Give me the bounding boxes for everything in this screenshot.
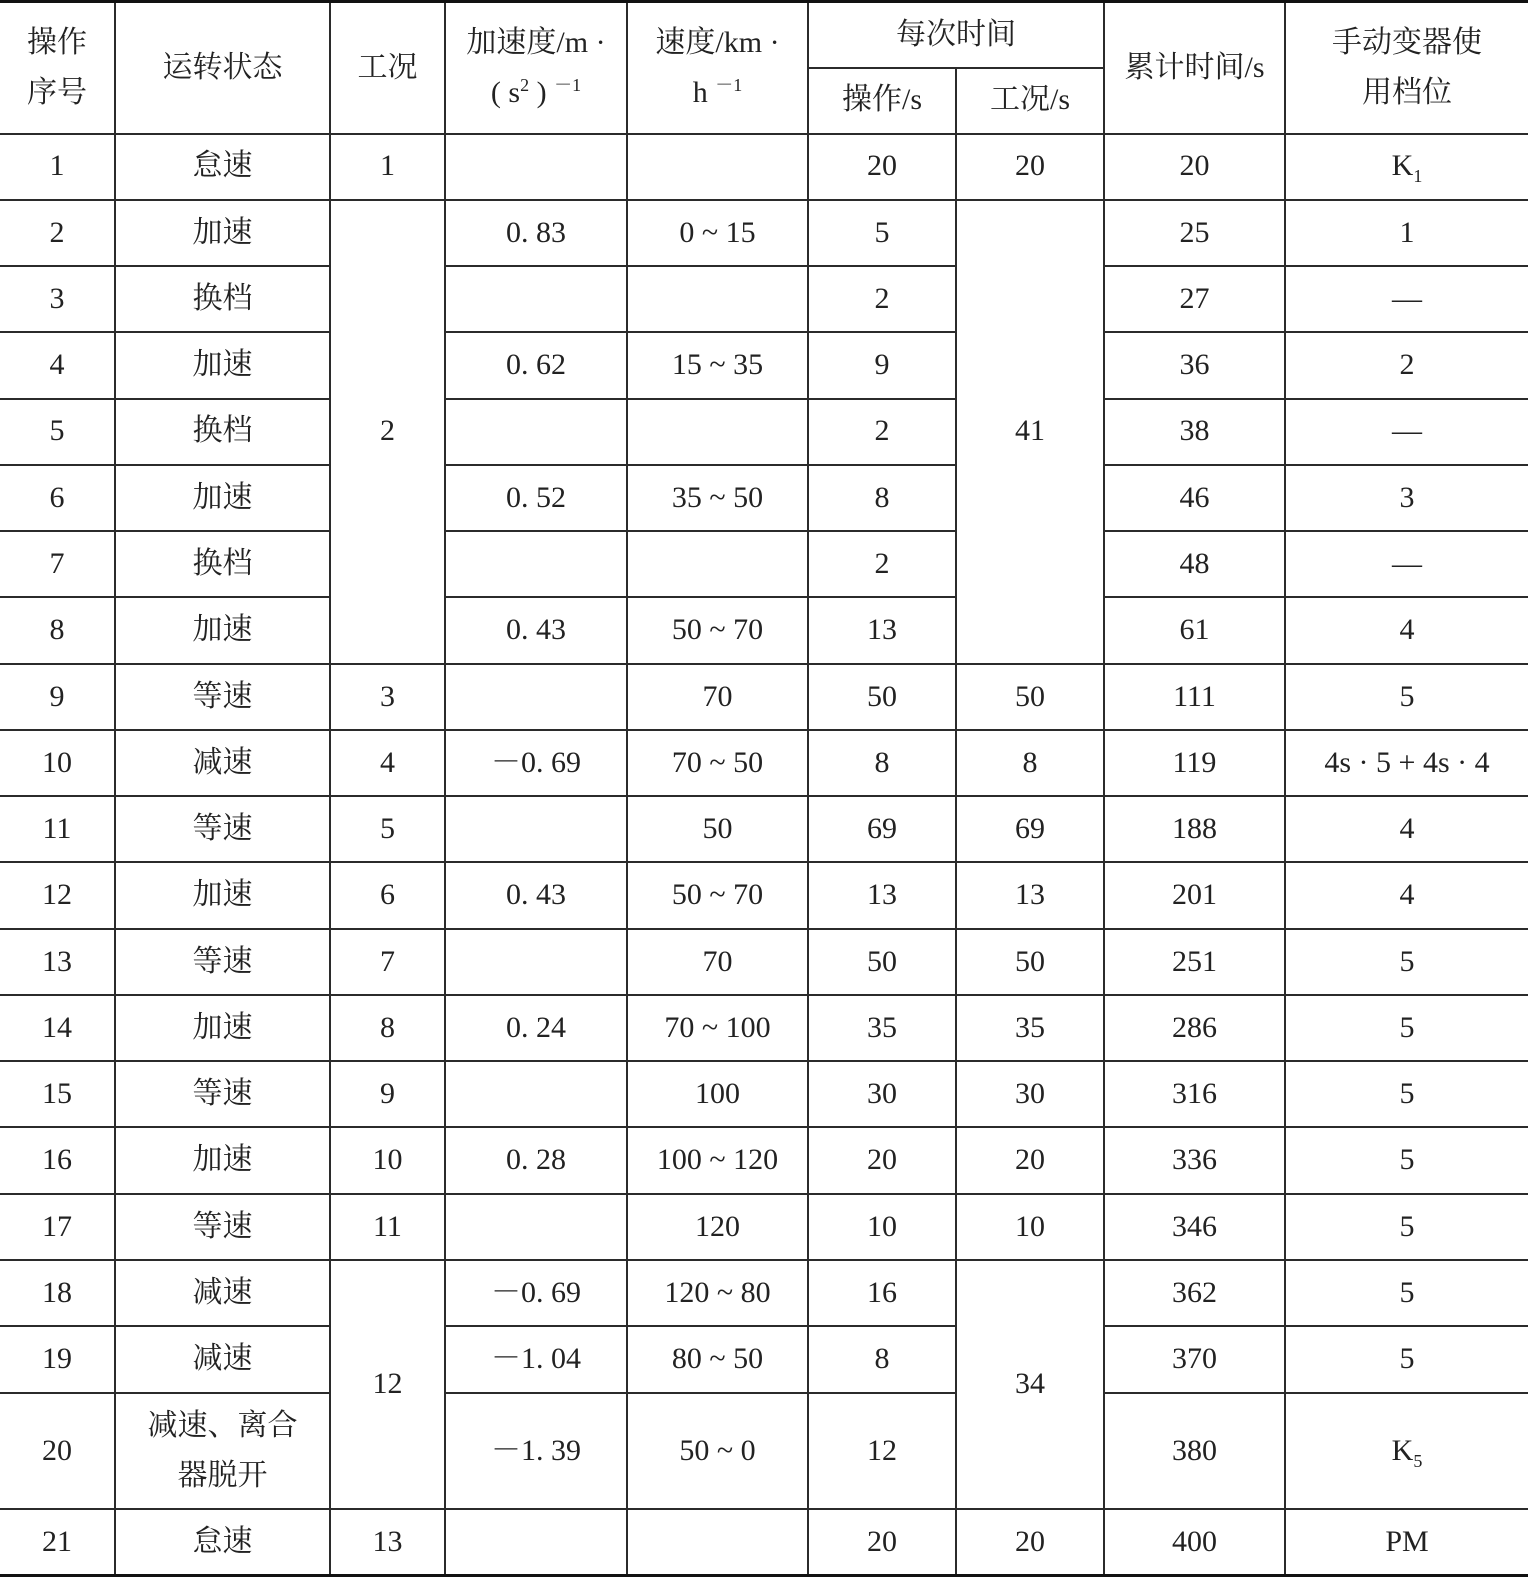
cell-condition: 1 [330, 134, 445, 200]
cell-gear [1285, 134, 1528, 200]
header-speed: 速度/km · h $^{-1}$ [627, 2, 808, 134]
cell-condition: 8 [330, 995, 445, 1061]
cell-gear: 5 [1285, 929, 1528, 995]
table-row [0, 200, 1528, 266]
cell-state: 等速 [115, 1061, 330, 1127]
cell-condition: 2 [330, 200, 445, 664]
cell-gear: 5 [1285, 1061, 1528, 1127]
cell-op-time: 35 [808, 995, 956, 1061]
cell-accel: 0. 62 [445, 332, 627, 398]
table-row [0, 465, 1528, 531]
cell-speed: 100 [627, 1061, 808, 1127]
cell-accel: －0. 69 [445, 1260, 627, 1326]
cell-state: 减速 [115, 730, 330, 796]
table-row [0, 1509, 1528, 1575]
cell-gear-main: K [1391, 1433, 1414, 1467]
cell-state: 减速 [115, 1260, 330, 1326]
cell-cum-time: 38 [1104, 399, 1285, 465]
cell-state: 等速 [115, 796, 330, 862]
cell-cond-time: 13 [956, 862, 1104, 928]
cell-condition: 5 [330, 796, 445, 862]
cell-accel [445, 266, 627, 332]
cell-op-time: 5 [808, 200, 956, 266]
table-row [0, 1127, 1528, 1193]
cell-op-time: 50 [808, 664, 956, 730]
header-op-time: 操作/s [808, 68, 956, 134]
cell-state: 等速 [115, 664, 330, 730]
cell-speed: 120 ~ 80 [627, 1260, 808, 1326]
cell-speed: 50 ~ 70 [627, 597, 808, 663]
cell-state: 换档 [115, 266, 330, 332]
table-row [0, 862, 1528, 928]
cell-speed [627, 399, 808, 465]
cell-accel: －1. 04 [445, 1326, 627, 1392]
cell-seq: 5 [0, 399, 115, 465]
cell-gear: 4 [1285, 796, 1528, 862]
cell-accel: 0. 43 [445, 597, 627, 663]
cell-speed: 50 ~ 0 [627, 1393, 808, 1509]
cell-cum-time: 111 [1104, 664, 1285, 730]
table-row [0, 1061, 1528, 1127]
cell-gear: 4s · 5 + 4s · 4 [1285, 730, 1528, 796]
cell-condition: 6 [330, 862, 445, 928]
cell-condition: 9 [330, 1061, 445, 1127]
cell-op-time: 8 [808, 1326, 956, 1392]
cell-op-time: 10 [808, 1194, 956, 1260]
cell-cum-time: 316 [1104, 1061, 1285, 1127]
table-row [0, 730, 1528, 796]
cell-state: 加速 [115, 995, 330, 1061]
cell-condition: 12 [330, 1260, 445, 1509]
header-accel: 加速度/m · ( $s^2$ ) $^{-1}$ [445, 2, 627, 134]
cell-op-time: 12 [808, 1393, 956, 1509]
cell-cond-time: 30 [956, 1061, 1104, 1127]
cell-gear: PM [1285, 1509, 1528, 1575]
cell-accel: 0. 24 [445, 995, 627, 1061]
cell-seq: 21 [0, 1509, 115, 1575]
cell-cum-time: 119 [1104, 730, 1285, 796]
cell-state: 加速 [115, 332, 330, 398]
cell-gear: 5 [1285, 1127, 1528, 1193]
cell-accel [445, 134, 627, 200]
cell-state: 怠速 [115, 1509, 330, 1575]
cell-op-time: 30 [808, 1061, 956, 1127]
cell-seq: 7 [0, 531, 115, 597]
cell-state: 换档 [115, 399, 330, 465]
cell-state [115, 1393, 330, 1509]
cell-op-time: 8 [808, 465, 956, 531]
header-per-time: 每次时间 [808, 2, 1104, 68]
cell-state: 加速 [115, 597, 330, 663]
cell-seq: 6 [0, 465, 115, 531]
table-row [0, 1326, 1528, 1392]
cell-cond-time: 20 [956, 134, 1104, 200]
header-gear-line2: 用档位 [1362, 75, 1452, 109]
cell-speed: 70 ~ 100 [627, 995, 808, 1061]
cell-cond-time: 69 [956, 796, 1104, 862]
cell-cond-time: 50 [956, 664, 1104, 730]
cell-gear: — [1285, 266, 1528, 332]
cell-state: 加速 [115, 200, 330, 266]
cell-cum-time: 201 [1104, 862, 1285, 928]
cell-cond-time: 41 [956, 200, 1104, 664]
cell-cum-time: 188 [1104, 796, 1285, 862]
cell-op-time: 16 [808, 1260, 956, 1326]
table-row [0, 929, 1528, 995]
cell-op-time: 2 [808, 399, 956, 465]
cell-accel: －0. 69 [445, 730, 627, 796]
cell-state: 等速 [115, 929, 330, 995]
cell-gear: — [1285, 399, 1528, 465]
cell-seq: 3 [0, 266, 115, 332]
cell-gear: 4 [1285, 862, 1528, 928]
cell-gear-sub: 5 [1413, 1450, 1423, 1471]
cell-accel [445, 664, 627, 730]
cell-seq: 18 [0, 1260, 115, 1326]
cell-cum-time: 61 [1104, 597, 1285, 663]
cell-seq: 1 [0, 134, 115, 200]
cell-state-line2: 器脱开 [177, 1458, 268, 1492]
cell-speed: 70 [627, 929, 808, 995]
header-condition: 工况 [330, 2, 445, 134]
cell-gear: 5 [1285, 1326, 1528, 1392]
cell-op-time: 13 [808, 862, 956, 928]
cell-seq: 14 [0, 995, 115, 1061]
header-cum-time: 累计时间/s [1104, 2, 1285, 134]
cell-speed: 0 ~ 15 [627, 200, 808, 266]
cell-gear: 5 [1285, 1260, 1528, 1326]
cell-op-time: 9 [808, 332, 956, 398]
cell-state: 换档 [115, 531, 330, 597]
cell-cum-time: 286 [1104, 995, 1285, 1061]
cell-cum-time: 336 [1104, 1127, 1285, 1193]
cell-condition: 13 [330, 1509, 445, 1575]
header-state: 运转状态 [115, 2, 330, 134]
cell-accel [445, 399, 627, 465]
cell-accel [445, 796, 627, 862]
cell-op-time: 13 [808, 597, 956, 663]
cell-speed [627, 266, 808, 332]
cell-speed: 15 ~ 35 [627, 332, 808, 398]
cell-speed [627, 531, 808, 597]
cell-cond-time: 20 [956, 1127, 1104, 1193]
cell-speed: 100 ~ 120 [627, 1127, 808, 1193]
cell-accel [445, 929, 627, 995]
cell-state: 等速 [115, 1194, 330, 1260]
cell-gear: 3 [1285, 465, 1528, 531]
cell-accel: 0. 43 [445, 862, 627, 928]
cell-cond-time: 20 [956, 1509, 1104, 1575]
cell-condition: 11 [330, 1194, 445, 1260]
cell-cum-time: 362 [1104, 1260, 1285, 1326]
cell-cum-time: 25 [1104, 200, 1285, 266]
header-cond-time: 工况/s [956, 68, 1104, 134]
cell-seq: 12 [0, 862, 115, 928]
cell-gear: 1 [1285, 200, 1528, 266]
cell-speed: 70 [627, 664, 808, 730]
cell-cum-time: 380 [1104, 1393, 1285, 1509]
cell-state: 怠速 [115, 134, 330, 200]
cell-cond-time: 8 [956, 730, 1104, 796]
cell-gear: 5 [1285, 995, 1528, 1061]
cell-seq: 10 [0, 730, 115, 796]
table-row [0, 531, 1528, 597]
cell-cum-time: 251 [1104, 929, 1285, 995]
cell-seq: 8 [0, 597, 115, 663]
table-row [0, 399, 1528, 465]
cell-gear [1285, 1393, 1528, 1509]
cell-gear-sub: 1 [1413, 166, 1423, 187]
cell-gear-main: K [1391, 149, 1414, 183]
cell-accel: 0. 28 [445, 1127, 627, 1193]
cell-cum-time: 36 [1104, 332, 1285, 398]
cell-cum-time: 346 [1104, 1194, 1285, 1260]
cell-gear: 5 [1285, 664, 1528, 730]
cell-accel: 0. 52 [445, 465, 627, 531]
table-row [0, 1260, 1528, 1326]
cell-seq: 13 [0, 929, 115, 995]
cell-state: 加速 [115, 862, 330, 928]
cell-seq: 19 [0, 1326, 115, 1392]
cell-speed: 50 [627, 796, 808, 862]
cell-op-time: 50 [808, 929, 956, 995]
cell-accel [445, 531, 627, 597]
cell-cum-time: 27 [1104, 266, 1285, 332]
table-row [0, 597, 1528, 663]
cell-speed: 35 ~ 50 [627, 465, 808, 531]
header-seq-line2: 序号 [27, 75, 87, 109]
cell-state: 减速 [115, 1326, 330, 1392]
cell-cum-time: 48 [1104, 531, 1285, 597]
cell-state-line1: 减速、离合 [147, 1409, 298, 1443]
table-row [0, 1194, 1528, 1260]
table-row [0, 134, 1528, 200]
cell-cum-time: 370 [1104, 1326, 1285, 1392]
cell-cum-time: 400 [1104, 1509, 1285, 1575]
cell-gear: 4 [1285, 597, 1528, 663]
cell-seq: 4 [0, 332, 115, 398]
cell-seq: 17 [0, 1194, 115, 1260]
cell-op-time: 69 [808, 796, 956, 862]
cell-seq: 15 [0, 1061, 115, 1127]
cell-accel: －1. 39 [445, 1393, 627, 1509]
cell-speed: 50 ~ 70 [627, 862, 808, 928]
header-seq [0, 2, 115, 134]
cell-seq: 16 [0, 1127, 115, 1193]
cell-state: 加速 [115, 465, 330, 531]
table-row [0, 664, 1528, 730]
cell-condition: 7 [330, 929, 445, 995]
cell-op-time: 20 [808, 1127, 956, 1193]
cell-gear: 2 [1285, 332, 1528, 398]
header-gear [1285, 2, 1528, 134]
table-row [0, 266, 1528, 332]
cell-op-time: 8 [808, 730, 956, 796]
cell-accel: 0. 83 [445, 200, 627, 266]
cell-accel [445, 1194, 627, 1260]
cell-op-time: 20 [808, 1509, 956, 1575]
cell-op-time: 2 [808, 266, 956, 332]
table-row [0, 796, 1528, 862]
table-row [0, 995, 1528, 1061]
cell-accel [445, 1061, 627, 1127]
cell-accel [445, 1509, 627, 1575]
cell-op-time: 2 [808, 531, 956, 597]
cell-cond-time: 50 [956, 929, 1104, 995]
cell-seq: 11 [0, 796, 115, 862]
cell-cond-time: 34 [956, 1260, 1104, 1509]
table-row [0, 1393, 1528, 1509]
cell-cum-time: 46 [1104, 465, 1285, 531]
header-seq-line1: 操作 [27, 26, 87, 60]
cell-gear: 5 [1285, 1194, 1528, 1260]
cell-condition: 4 [330, 730, 445, 796]
cell-cum-time: 20 [1104, 134, 1285, 200]
header-gear-line1: 手动变器使 [1332, 26, 1482, 60]
cell-speed: 80 ~ 50 [627, 1326, 808, 1392]
table-row [0, 332, 1528, 398]
cell-condition: 3 [330, 664, 445, 730]
cell-condition: 10 [330, 1127, 445, 1193]
table-body [0, 134, 1528, 1576]
cell-speed [627, 134, 808, 200]
cell-cond-time: 35 [956, 995, 1104, 1061]
cell-speed [627, 1509, 808, 1575]
cell-cond-time: 10 [956, 1194, 1104, 1260]
cell-op-time: 20 [808, 134, 956, 200]
cell-seq: 9 [0, 664, 115, 730]
cell-seq: 2 [0, 200, 115, 266]
cell-state: 加速 [115, 1127, 330, 1193]
cell-speed: 120 [627, 1194, 808, 1260]
cell-speed: 70 ~ 50 [627, 730, 808, 796]
cell-gear: — [1285, 531, 1528, 597]
cell-seq: 20 [0, 1393, 115, 1509]
